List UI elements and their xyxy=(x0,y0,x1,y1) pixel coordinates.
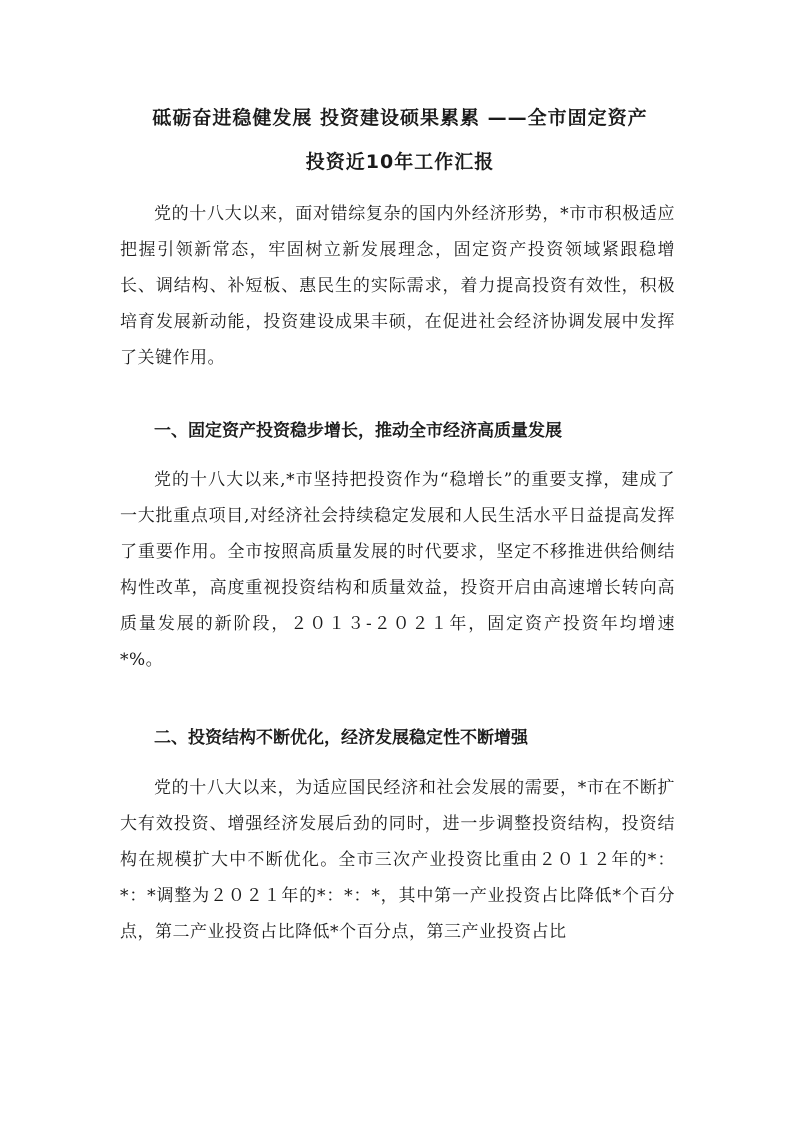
section-2-paragraph: 党的十八大以来，为适应国民经济和社会发展的需要，*市在不断扩大有效投资、增强经济发展后劲的同时，进一步调整投资结构，投资结构在规模扩大中不断优化。全市三次产业投资比重由２０１２年的*：*：*调整为２０２１年的*：*：*，其中第一产业投资占比降低*个百分点，第二产业投资占比降低*个百分点，第三产业投资占比 xyxy=(120,778,675,942)
section-heading-2: 二、投资结构不断优化，经济发展稳定性不断增强 xyxy=(154,728,528,748)
document-title-line-2: 投资近10年工作汇报 xyxy=(305,151,495,173)
section-heading-1: 一、固定资产投资稳步增长，推动全市经济高质量发展 xyxy=(154,421,562,441)
document-title-line-1: 砥砺奋进稳健发展 投资建设硕果累累 ——全市固定资产 xyxy=(152,107,648,129)
section-1-paragraph: 党的十八大以来,*市坚持把投资作为“稳增长”的重要支撑，建成了一大批重点项目,对经济社会持续稳定发展和人民生活水平日益提高发挥了重要作用。全市按照高质量发展的时代要求，坚定不移推进供给侧结构性改革，高度重视投资结构和质量效益，投资开启由高速增长转向高质量发展的新阶段，２０１３-２０２１年，固定资产投资年均增速*%。 xyxy=(120,470,675,670)
intro-paragraph: 党的十八大以来，面对错综复杂的国内外经济形势，*市市积极适应把握引领新常态，牢固树立新发展理念，固定资产投资领域紧跟稳增长、调结构、补短板、惠民生的实际需求，着力提高投资有效性，积极培育发展新动能，投资建设成果丰硕，在促进社会经济协调发展中发挥了关键作用。 xyxy=(120,204,675,368)
